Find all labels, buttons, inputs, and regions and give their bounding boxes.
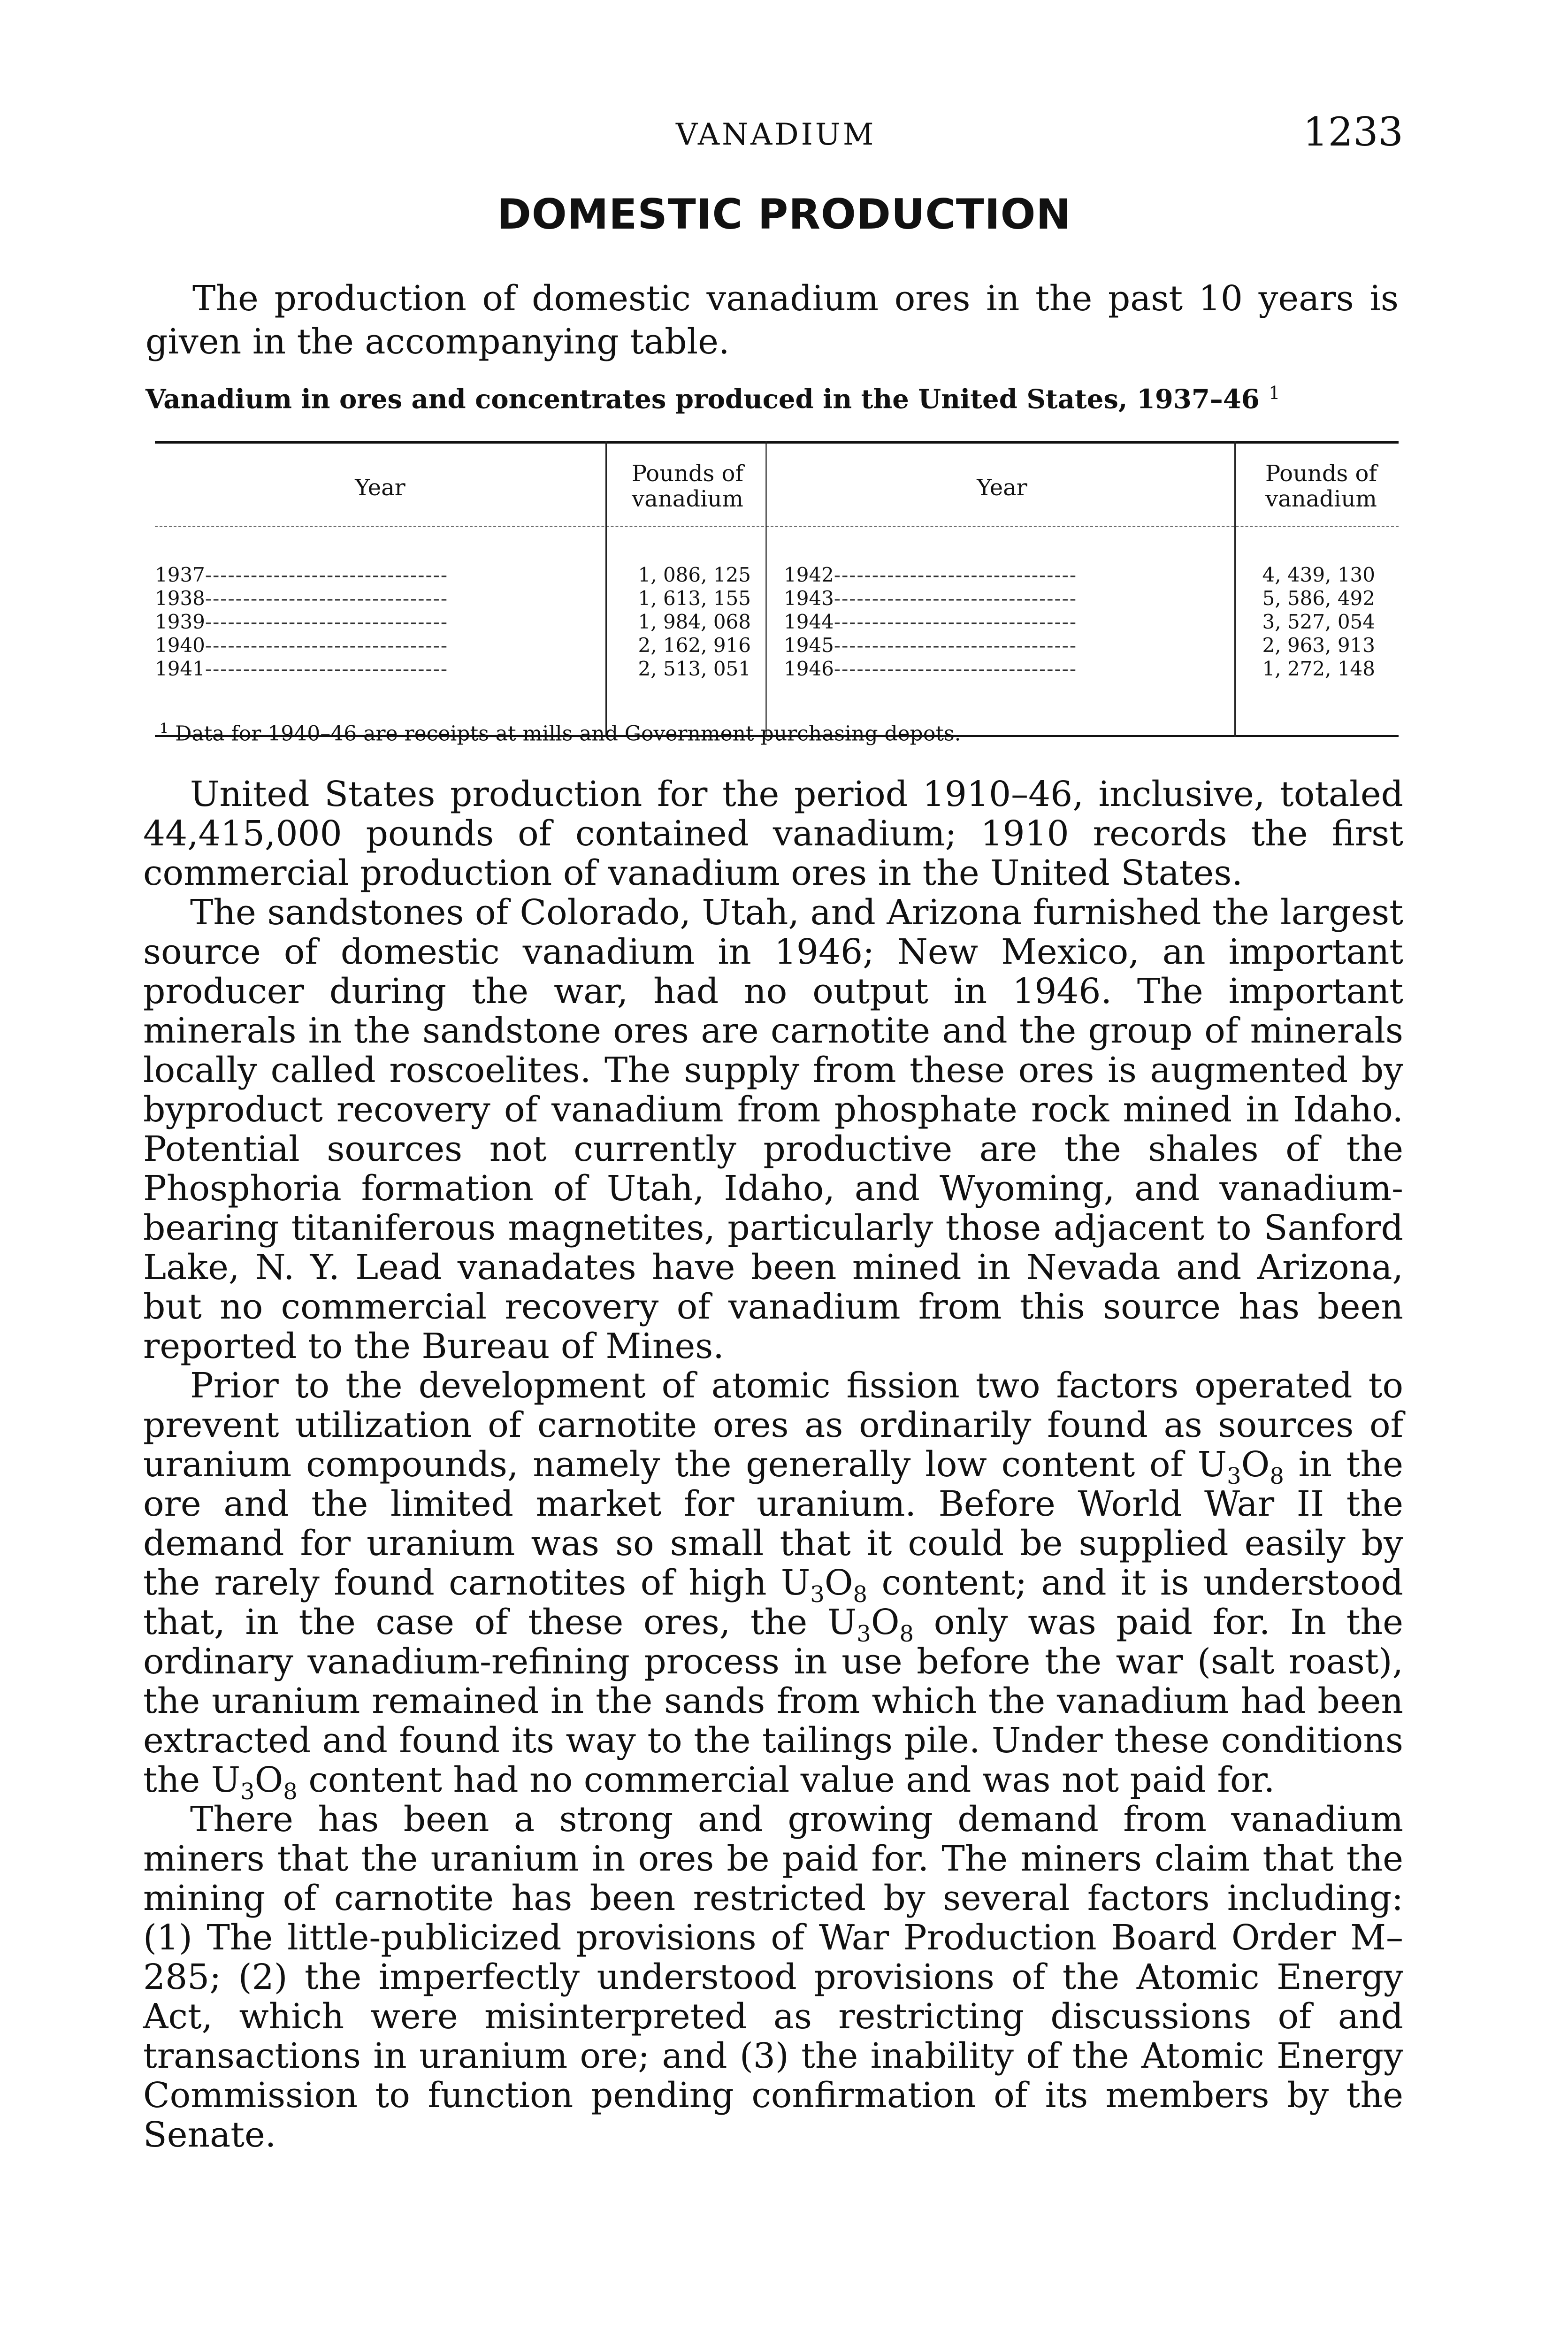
year-cell: 1938 <box>155 587 205 610</box>
year-cell: 1946 <box>784 657 834 680</box>
table-row: 1946-------------------------------- <box>784 657 1078 680</box>
pounds-cell: 4, 439, 130 <box>1262 563 1375 586</box>
intro-paragraph: The production of domestic vanadium ores in the past 10 years is given in the accompanying table. <box>145 278 1399 362</box>
table-caption <box>145 383 1403 415</box>
body-text <box>143 775 1403 2155</box>
pounds-cell: 1, 272, 148 <box>1262 657 1375 680</box>
year-cell: 1943 <box>784 587 834 610</box>
table-header-rule <box>155 526 1399 527</box>
vanadium-production-table <box>155 441 1399 737</box>
header-pounds-left: Pounds of vanadium <box>631 460 744 512</box>
footnote-mark: 1 <box>160 721 169 737</box>
year-cell: 1937 <box>155 563 205 586</box>
pounds-cell: 2, 162, 916 <box>638 634 751 657</box>
paragraph-miners-demand: There has been a strong and growing demand from vanadium miners that the uranium in ores be paid for. The miners claim that the mining of carnotite has been restricted by several factors including: (1) The little-publicized provisions of War Production Board Order M–285; (2) the imperfectly understood provisions of the Atomic Energy Act, which were misinterpreted as restricting discussions of and transactions in uranium ore; and (3) the inability of the Atomic Energy Commission to function pending confirmation of its members by the Senate. <box>143 1799 1403 2155</box>
table-row: 1942-------------------------------- <box>784 563 1078 586</box>
header-year-left: Year <box>355 475 405 501</box>
table-caption-note: 1 <box>1269 383 1280 403</box>
table-caption-text: Vanadium in ores and concentrates produced in the United States, 1937–46 <box>145 383 1260 415</box>
footnote-text: Data for 1940–46 are receipts at mills and Government purchasing depots. <box>175 721 961 746</box>
section-title: DOMESTIC PRODUCTION <box>497 190 1071 238</box>
table-row: 1938-------------------------------- <box>155 587 449 610</box>
table-row: 1940-------------------------------- <box>155 634 449 657</box>
pounds-cell: 3, 527, 054 <box>1262 610 1375 633</box>
table-row: 1939-------------------------------- <box>155 610 449 633</box>
page-number: 1233 <box>1303 109 1403 155</box>
running-head <box>145 109 1403 169</box>
table-column-divider <box>605 441 607 737</box>
year-cell: 1939 <box>155 610 205 633</box>
pounds-cell: 2, 513, 051 <box>638 657 751 680</box>
pounds-cell: 1, 613, 155 <box>638 587 751 610</box>
pounds-cell: 1, 086, 125 <box>638 563 751 586</box>
table-row: 1941-------------------------------- <box>155 657 449 680</box>
year-cell: 1940 <box>155 634 205 657</box>
year-cell: 1942 <box>784 563 834 586</box>
table-row: 1945-------------------------------- <box>784 634 1078 657</box>
table-footnote <box>160 721 961 746</box>
paragraph-production-total: United States production for the period 1910–46, inclusive, totaled 44,415,000 pounds of contained vanadium; 1910 records the first commercial production of vanadium ores in the United States. <box>143 774 1403 893</box>
table-row: 1944-------------------------------- <box>784 610 1078 633</box>
year-cell: 1941 <box>155 657 205 680</box>
table-top-rule <box>155 441 1399 444</box>
table-center-divider <box>765 441 772 737</box>
table-row: 1943-------------------------------- <box>784 587 1078 610</box>
running-title: VANADIUM <box>676 117 876 152</box>
year-cell: 1945 <box>784 634 834 657</box>
paragraph-sources: The sandstones of Colorado, Utah, and Arizona furnished the largest source of domestic vanadium in 1946; New Mexico, an important producer during the war, had no output in 1946. The important minerals in the sandstone ores are carnotite and the group of minerals locally called roscoelites. The supply from these ores is augmented by byproduct recovery of vanadium from phosphate rock mined in Idaho. Potential sources not currently productive are the shales of the Phosphoria formation of Utah, Idaho, and Wyoming, and vanadium-bearing titaniferous magnetites, particularly those adjacent to Sanford Lake, N. Y. Lead vanadates have been mined in Nevada and Arizona, but no commercial recovery of vanadium from this source has been reported to the Bureau of Mines. <box>143 892 1403 1366</box>
year-cell: 1944 <box>784 610 834 633</box>
pounds-cell: 5, 586, 492 <box>1262 587 1375 610</box>
pounds-cell: 1, 984, 068 <box>638 610 751 633</box>
header-pounds-right: Pounds of vanadium <box>1265 460 1377 512</box>
paragraph-uranium-history: Prior to the development of atomic fission two factors operated to prevent utilization of carnotite ores as ordinarily found as sources of uranium compounds, namely the generally low content of $U_3O_8$ in the ore and the limited market for uranium. Before World War II the demand for uranium was so small that it could be supplied easily by the rarely found carnotites of high $U_3O_8$ content; and it is understood that, in the case of these ores, the $U_3O_8$ only was paid for. In the ordinary vanadium-refining process in use before the war (salt roast), the uranium remained in the sands from which the vanadium had been extracted and found its way to the tailings pile. Under these conditions the $U_3O_8$ content had no commercial value and was not paid for. <box>143 1365 1403 1805</box>
header-year-right: Year <box>977 475 1027 501</box>
pounds-cell: 2, 963, 913 <box>1262 634 1375 657</box>
table-row: 1937-------------------------------- <box>155 563 449 586</box>
